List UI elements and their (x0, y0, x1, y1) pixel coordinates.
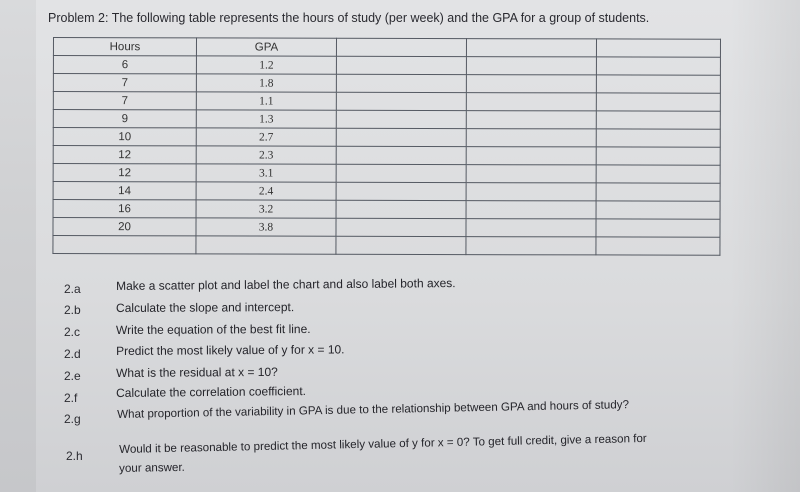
question-text: Would it be reasonable to predict the most likely value of y for x = 0? To get full credit, give a reason for (119, 431, 647, 456)
table-row (53, 146, 720, 166)
empty-cell (596, 147, 720, 165)
empty-cell (596, 165, 720, 183)
empty-cell (596, 237, 720, 255)
empty-cell (466, 111, 596, 129)
empty-cell (336, 200, 466, 218)
cell-gpa: 3.1 (196, 164, 336, 182)
empty-cell (466, 147, 596, 165)
question-text: Predict the most likely value of y for x = 10. (116, 342, 345, 358)
cell-gpa: 2.7 (196, 128, 336, 146)
empty-cell (336, 74, 466, 92)
empty-cell (336, 92, 466, 110)
empty-cell (466, 75, 596, 93)
empty-cell (466, 165, 596, 183)
empty-cell (596, 129, 720, 147)
cell-gpa: 3.8 (196, 218, 336, 236)
cell-hours: 7 (53, 92, 196, 110)
cell-hours: 16 (53, 200, 196, 218)
header-gpa: GPA (196, 38, 336, 56)
empty-cell (336, 38, 466, 56)
empty-cell (336, 110, 466, 128)
empty-cell (596, 111, 720, 129)
question-text: Calculate the correlation coefficient. (116, 384, 307, 400)
empty-cell (596, 75, 720, 93)
table-row (53, 182, 720, 202)
cell-hours: 14 (53, 182, 196, 200)
table-row-empty (53, 236, 720, 256)
cell-gpa: 2.4 (196, 182, 336, 200)
table-row (53, 92, 720, 112)
header-hours: Hours (53, 38, 196, 56)
empty-cell (466, 237, 596, 255)
cell-hours: 12 (53, 164, 196, 182)
cell-gpa: 1.3 (196, 110, 336, 128)
empty-cell (336, 218, 466, 236)
cell-hours: 6 (53, 56, 196, 74)
empty-cell (466, 201, 596, 219)
empty-cell (336, 128, 466, 146)
empty-cell (596, 39, 720, 57)
table-row (53, 218, 720, 238)
cell-gpa: 1.1 (196, 92, 336, 110)
empty-cell (466, 219, 596, 237)
empty-cell (466, 39, 596, 57)
cell-hours: 12 (53, 146, 196, 164)
question-text: What proportion of the variability in GPA is due to the relationship between GPA and hours of study? (117, 398, 630, 421)
cell-gpa: 2.3 (196, 146, 336, 164)
question-id: 2.f (64, 391, 78, 405)
empty-cell (466, 183, 596, 201)
empty-cell (596, 93, 720, 111)
cell-gpa: 1.8 (196, 74, 336, 92)
table-row (53, 164, 720, 184)
cell-gpa: 3.2 (196, 200, 336, 218)
cell-hours: 10 (53, 128, 196, 146)
empty-cell (466, 129, 596, 147)
question-id: 2.c (64, 325, 81, 339)
question-text: Make a scatter plot and label the chart and also label both axes. (116, 276, 456, 293)
table-row (53, 56, 720, 76)
empty-cell (196, 236, 336, 254)
empty-cell (53, 236, 196, 254)
empty-cell (336, 236, 466, 254)
empty-cell (336, 56, 466, 74)
empty-cell (336, 182, 466, 200)
question-text: What is the residual at x = 10? (116, 364, 278, 380)
table-row (53, 128, 720, 148)
question-text: Write the equation of the best fit line. (116, 321, 311, 337)
cell-hours: 9 (53, 110, 196, 128)
empty-cell (596, 57, 720, 75)
empty-cell (466, 93, 596, 111)
question-text-continued: your answer. (119, 460, 185, 475)
empty-cell (596, 183, 720, 201)
table-row (53, 200, 720, 220)
table-header-row (53, 38, 720, 58)
question-id: 2.d (64, 347, 81, 361)
problem-title: Problem 2: The following table represents the hours of study (per week) and the GPA for a group of students. (48, 11, 650, 25)
question-id: 2.h (66, 449, 83, 463)
empty-cell (336, 146, 466, 164)
empty-cell (596, 219, 720, 237)
table-row (53, 74, 720, 94)
empty-cell (596, 201, 720, 219)
question-id: 2.e (64, 369, 81, 383)
data-table (52, 37, 721, 256)
cell-gpa: 1.2 (196, 56, 336, 74)
cell-hours: 7 (53, 74, 196, 92)
question-id: 2.g (64, 412, 81, 426)
empty-cell (336, 164, 466, 182)
cell-hours: 20 (53, 218, 196, 236)
question-id: 2.b (64, 303, 81, 317)
question-text: Calculate the slope and intercept. (116, 300, 295, 315)
table-row (53, 110, 720, 130)
question-id: 2.a (64, 282, 81, 296)
empty-cell (466, 57, 596, 75)
